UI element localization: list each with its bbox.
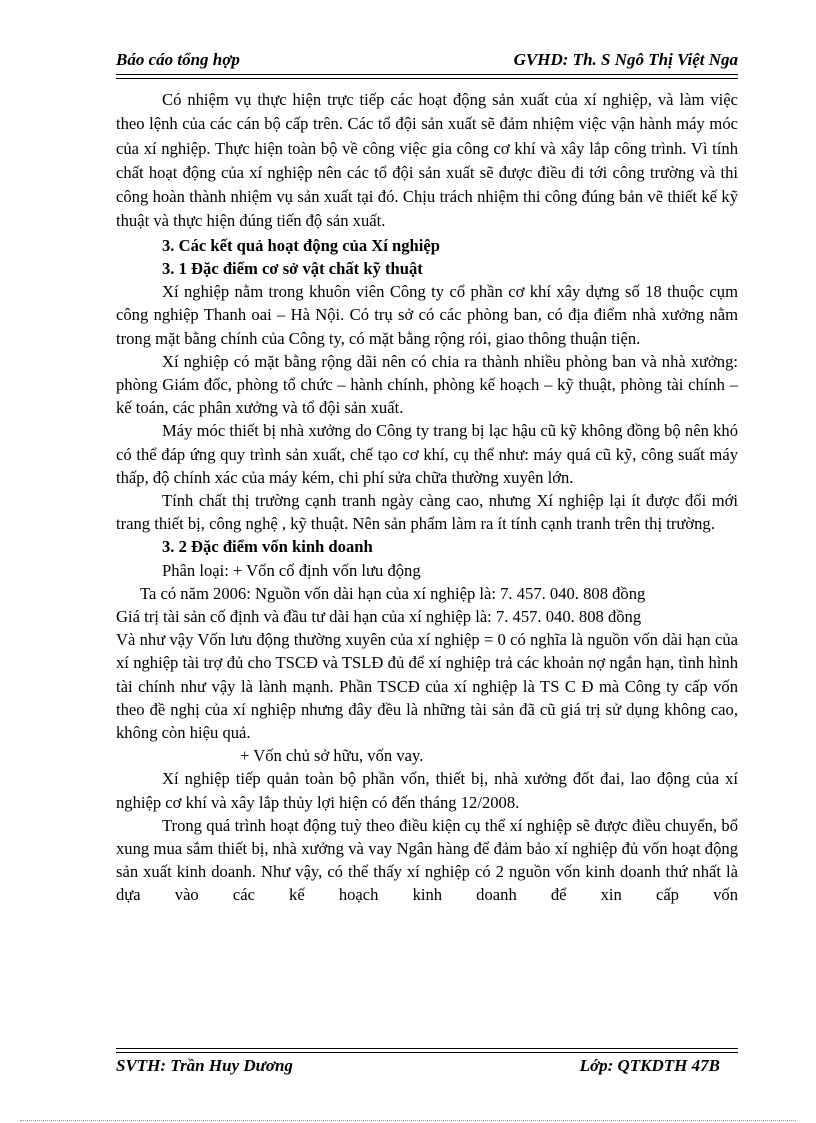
paragraph-takeover: Xí nghiệp tiếp quản toàn bộ phần vốn, thiết bị, nhà xưởng đốt đai, lao động của xí nghiệp cơ khí và xây lắp thủy lợi hiện có đến tháng 12/2008. [116, 769, 738, 812]
paragraph-working-capital: Và như vậy Vốn lưu động thường xuyên của xí nghiệp = 0 có nghĩa là nguồn vốn dài hạn của xí nghiệp tài trợ đủ cho TSCĐ và TSLĐ đủ để xí nghiệp trả các khoản nợ ngắn hạn, tình hình tài chính như vậy là lành mạnh. Phần TSCĐ của xí nghiệp là TS C Đ mà Công ty cấp vốn theo đề nghị của xí nghiệp nhưng đây đều là những tài sản đã cũ giá trị sử dụng không cao, không còn hiệu quả. [116, 630, 738, 743]
header-rule [116, 74, 738, 75]
paragraph-equipment: Máy móc thiết bị nhà xưởng do Công ty trang bị lạc hậu cũ kỹ không đồng bộ nên khó có thể đáp ứng quy trình sản xuất, chế tạo cơ khí, cụ thể như: máy quá cũ kỹ, công suất máy thấp, độ chính xác của máy kém, chi phí sửa chữa thường xuyên lớn. [116, 421, 738, 487]
paragraph-equity-loans: + Vốn chủ sở hữu, vốn vay. [240, 746, 424, 766]
paragraph-departments: Xí nghiệp có mặt bằng rộng dãi nên có chia ra thành nhiều phòng ban và nhà xưởng: phòng Giám đốc, phòng tổ chức – hành chính, phòng kế hoạch – kỹ thuật, phòng tài chính – kế toán, các phân xưởng và tổ đội sản xuất. [116, 351, 738, 418]
footer-class: Lớp: QTKDTH 47B [579, 1056, 720, 1075]
header-rule-thin [116, 78, 738, 79]
page-footer [116, 1048, 738, 1088]
page-header [116, 48, 738, 76]
header-supervisor: GVHD: Th. S Ngô Thị Việt Nga [513, 50, 738, 69]
section-heading-facilities: 3. 1 Đặc điểm cơ sở vật chất kỹ thuật [162, 258, 423, 278]
footer-student-name: SVTH: Trần Huy Dương [116, 1056, 293, 1075]
paragraph-competition: Tính chất thị trường cạnh tranh ngày càng cao, nhưng Xí nghiệp lại ít được đổi mới trang thiết bị, công nghệ , kỹ thuật. Nên sản phẩm làm ra ít tính cạnh tranh trên thị trường. [116, 491, 738, 534]
document-body [116, 88, 738, 907]
paragraph-operations: Trong quá trình hoạt động tuỳ theo điều kiện cụ thể xí nghiệp sẽ được điều chuyển, bổ xung mua sắm thiết bị, nhà xưởng và vay Ngân hàng để đảm bảo xí nghiệp đủ vốn hoạt động sản xuất kinh doanh. Như vậy, có thể thấy xí nghiệp có 2 nguồn vốn kinh doanh thứ nhất là dựa vào các kế hoạch kinh doanh để xin cấp vốn [116, 815, 738, 905]
page-edge-dotted-line [20, 1120, 796, 1121]
paragraph-classification: Phân loại: + Vốn cố định vốn lưu động [162, 560, 421, 580]
header-report-title: Báo cáo tổng hợp [116, 50, 240, 69]
paragraph-location: Xí nghiệp nằm trong khuôn viên Công ty cổ phần cơ khí xây dựng số 18 thuộc cụm công nghiệp Thanh oai – Hà Nội. Có trụ sở có các phòng ban, có địa điểm nhà xưởng nằm trong mặt bằng chính của Công ty, có mặt bằng rộng rói, giao thông thuận tiện. [116, 282, 738, 348]
paragraph-long-term-capital: Ta có năm 2006: Nguồn vốn dài hạn của xí nghiệp là: 7. 457. 040. 808 đồng [140, 583, 646, 603]
footer-rule [116, 1052, 738, 1053]
section-heading-capital: 3. 2 Đặc điểm vốn kinh doanh [162, 537, 373, 557]
footer-rule-thin [116, 1048, 738, 1049]
paragraph-production-teams: Có nhiệm vụ thực hiện trực tiếp các hoạt động sản xuất của xí nghiệp, và làm việc theo lệnh của các cán bộ cấp trên. Các tổ đội sản xuất sẽ đảm nhiệm việc vận hành máy móc của xí nghiệp. Thực hiện toàn bộ về công việc gia công cơ khí và xây lắp công trình. Vì tính chất hoạt động của xí nghiệp nên các tổ đội sản xuất sẽ được điều đi tới công trường và thi công hoàn thành nhiệm vụ sản xuất tại đó. Chịu trách nhiệm thi công đúng bản vẽ thiết kế kỹ thuật và thực hiện đúng tiến độ sản xuất. [116, 90, 738, 231]
section-heading-results: 3. Các kết quả hoạt động của Xí nghiệp [162, 235, 440, 255]
paragraph-fixed-assets-value: Giá trị tài sản cố định và đầu tư dài hạn của xí nghiệp là: 7. 457. 040. 808 đồng [116, 607, 642, 627]
